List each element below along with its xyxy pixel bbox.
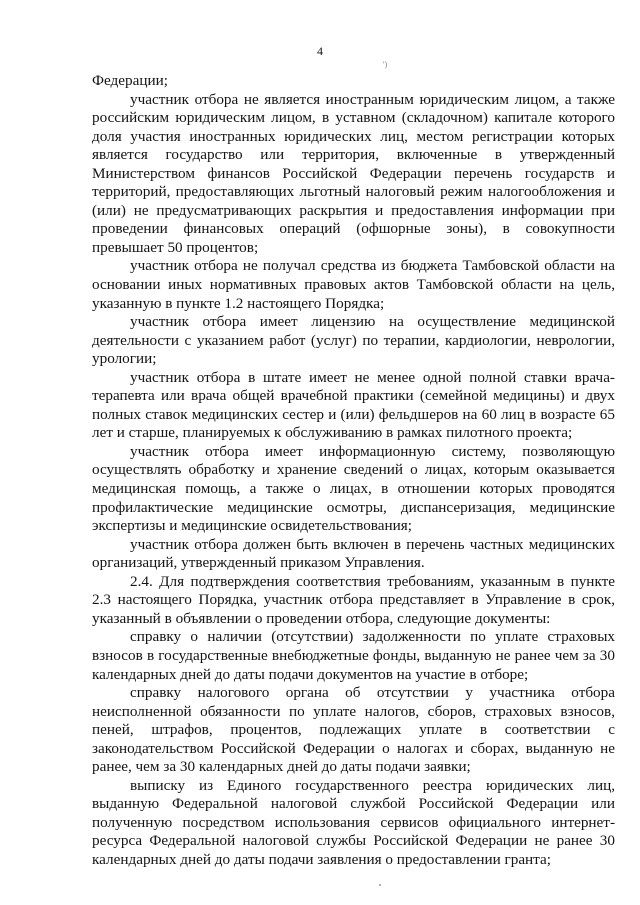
paragraph-registry-extract: выписку из Единого государственного реестра юридических лиц, выданную Федеральной налоговой службой Российской Федерации или полученную посредством использования сервисов официального интернет-ресурса Федеральной налоговой службы Российской Федерации не ранее 30 календарных дней до даты подачи заявления о предоставлении гранта; [92, 776, 615, 868]
scan-artifact-dot [379, 884, 381, 886]
paragraph-section-2-4: 2.4. Для подтверждения соответствия требованиям, указанным в пункте 2.3 настоящего Порядка, участник отбора представляет в Управление в срок, указанный в объявлении о проведении отбора, следующие документы: [92, 572, 615, 627]
paragraph-tax-certificate: справку налогового органа об отсутствии у участника отбора неисполненной обязанности по уплате налогов, сборов, страховых взносов, пеней, штрафов, процентов, подлежащих уплате в соответствии с законодательством Российской Федерации о налогах и сборах, выданную не ранее, чем за 30 календарных дней до даты подачи заявки; [92, 684, 615, 776]
scan-artifact-mark: ') [383, 60, 388, 69]
paragraph-continuation: Федерации; [92, 72, 168, 89]
paragraph-information-system-requirement: участник отбора имеет информационную систему, позволяющую осуществлять обработку и хранение сведений о лицах, которым оказывается медицинская помощь, а также о лицах, в отношении которых проводятся профилактические медицинские осмотры, диспансеризация, медицинские экспертизы и медицинские освидетельствования; [92, 442, 615, 535]
paragraph-license-requirement: участник отбора имеет лицензию на осуществление медицинской деятельности с указанием работ (услуг) по терапии, кардиологии, неврологии, урологии; [92, 313, 615, 368]
paragraph-staff-requirement: участник отбора в штате имеет не менее одной полной ставки врача-терапевта или врача общей врачебной практики (семейной медицины) и двух полных ставок медицинских сестер и (или) фельдшеров на 60 лиц в возрасте 65 лет и старше, планируемых к обслуживанию в рамках пилотного проекта; [92, 368, 615, 442]
page-number: 4 [317, 44, 323, 58]
paragraph-budget-requirement: участник отбора не получал средства из бюджета Тамбовской области на основании иных нормативных правовых актов Тамбовской области на цель, указанную в пункте 1.2 настоящего Порядка; [92, 257, 615, 312]
paragraph-insurance-certificate: справку о наличии (отсутствии) задолженности по уплате страховых взносов в государственные внебюджетные фонды, выданную не ранее чем за 30 календарных дней до даты подачи документов на участие в отборе; [92, 628, 615, 683]
paragraph-register-requirement: участник отбора должен быть включен в перечень частных медицинских организаций, утвержденный приказом Управления. [92, 535, 615, 572]
paragraph-offshore-requirement: участник отбора не является иностранным юридическим лицом, а также российским юридическим лицом, в уставном (складочном) капитале которого доля участия иностранных юридических лиц, местом регистрации которых является государство или территория, включенные в утвержденный Министерством финансов Российской Федерации перечень государств и территорий, предоставляющих льготный налоговый режим налогообложения и (или) не предусматривающих раскрытия и предоставления информации при проведении финансовых операций (офшорные зоны), в совокупности превышает 50 процентов; [92, 90, 615, 256]
document-body [92, 72, 615, 870]
